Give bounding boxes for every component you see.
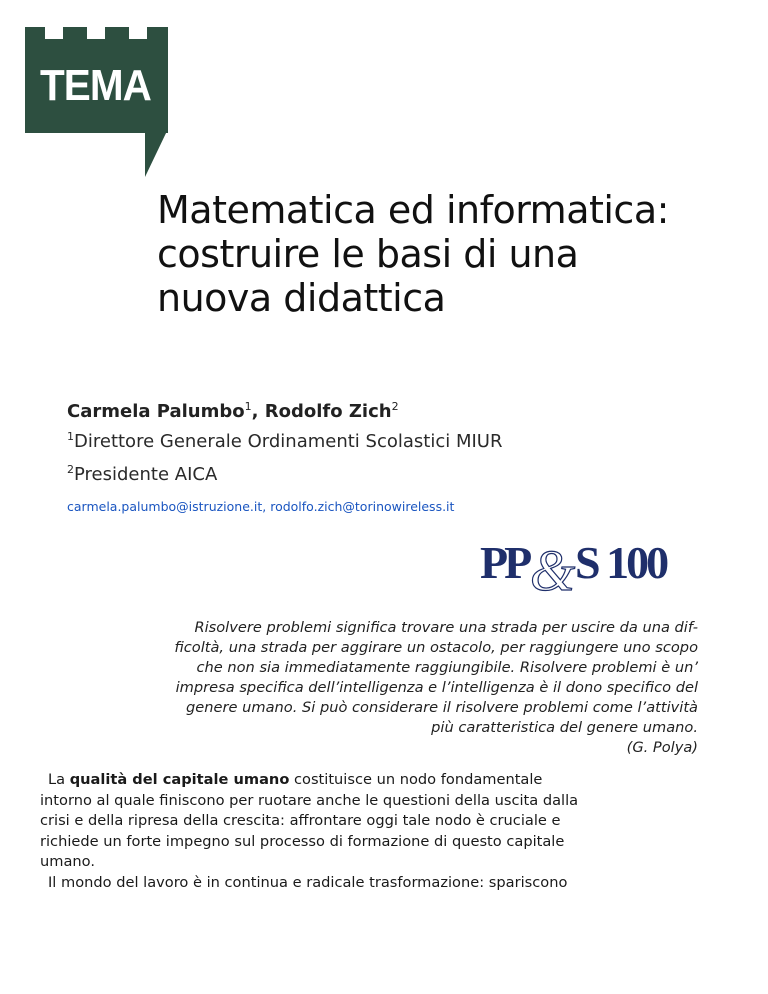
affiliation-sup: 2 [67, 463, 74, 476]
quote-line: più caratteristica del genere umano. [431, 719, 698, 736]
quote-line: genere umano. Si può considerare il risolvere problemi come l’attività [186, 699, 698, 716]
author-name: Carmela Palumbo [67, 401, 245, 422]
title-line: nuova didattica [157, 276, 446, 320]
author-separator: , [251, 401, 265, 422]
epigraph-quote [60, 618, 698, 758]
paragraph-line: intorno al quale finiscono per ruotare anche le questioni della uscita dalla [40, 791, 579, 809]
quote-line: che non sia immediatamente raggiungibile. Risolvere problemi è un’ [196, 659, 698, 676]
affiliation-sup: 1 [67, 430, 74, 443]
authors [67, 400, 399, 422]
paragraph-line: richiede un forte impegno sul processo di formazione di questo capitale [40, 832, 565, 850]
affiliation [67, 463, 217, 485]
logo-ampersand: & [530, 538, 576, 602]
affiliation [67, 430, 502, 452]
title-line: Matematica ed informatica: [157, 188, 669, 232]
pps100-logo [478, 530, 698, 602]
text-run: costituisce un nodo fondamentale [289, 771, 543, 788]
author-emails[interactable]: carmela.palumbo@istruzione.it, rodolfo.zich@torinowireless.it [67, 499, 455, 514]
text-run: La [48, 771, 70, 788]
quote-line: ficoltà, una strada per aggirare un ostacolo, per raggiungere uno scopo [174, 639, 698, 656]
quote-line: impresa specifica dell’intelligenza e l’intelligenza è il dono specifico del [175, 679, 698, 696]
quote-line: Risolvere problemi significa trovare una strada per uscire da una dif- [194, 619, 698, 636]
quote-attribution: (G. Polya) [626, 739, 698, 756]
bold-phrase: qualità del capitale umano [69, 771, 290, 788]
section-tag-label: TEMA [40, 61, 152, 110]
author-sup: 1 [244, 400, 252, 413]
tag-notch [87, 27, 105, 39]
body-text [40, 770, 700, 893]
paragraph-line: crisi e della ripresa della crescita: affrontare oggi tale nodo è cruciale e [40, 812, 561, 829]
paragraph-line: Il mondo del lavoro è in continua e radicale trasformazione: spariscono [48, 873, 568, 891]
tag-notch [45, 27, 63, 39]
paragraph-line: umano. [40, 853, 95, 870]
tag-notch [129, 27, 147, 39]
affiliation-text: Presidente AICA [74, 464, 218, 485]
article-title [157, 188, 737, 320]
title-line: costruire le basi di una [157, 232, 579, 276]
author-sup: 2 [391, 400, 399, 413]
paragraph-line [40, 770, 700, 791]
logo-left-text: PP [480, 537, 529, 588]
logo-right-text: S 100 [575, 537, 667, 588]
author-name: Rodolfo Zich [264, 401, 392, 422]
affiliation-text: Direttore Generale Ordinamenti Scolastici MIUR [74, 431, 503, 452]
